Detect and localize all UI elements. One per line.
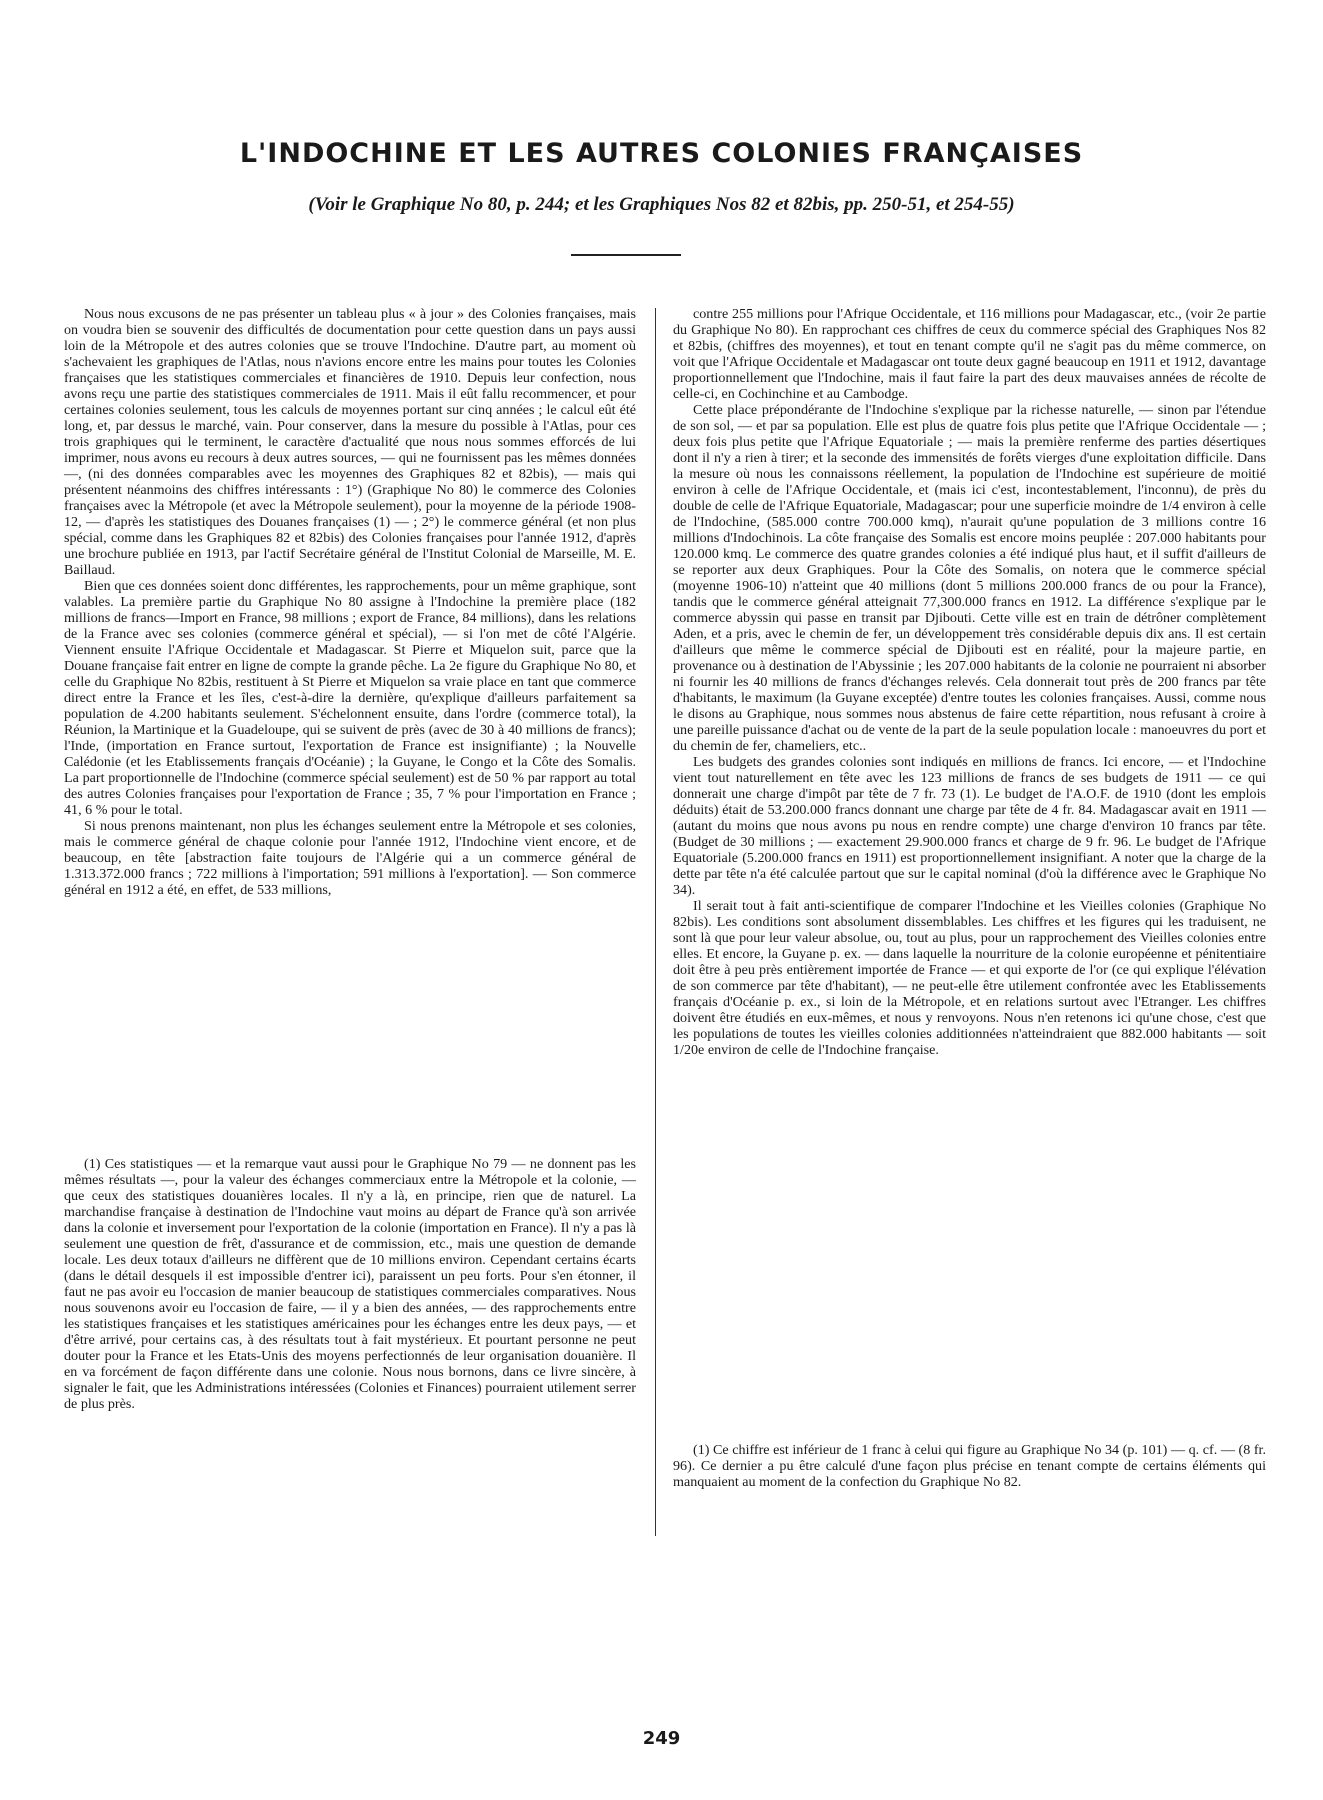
- page-title: L'INDOCHINE ET LES AUTRES COLONIES FRANÇAISES: [239, 138, 1084, 169]
- title-rule: [571, 254, 681, 256]
- paragraph: contre 255 millions pour l'Afrique Occidentale, et 116 millions pour Madagascar, etc., (voir 2e partie du Graphique No 80). En rapprochant ces chiffres de ceux du commerce spécial des Graphiques Nos 82 et 82bis, (chiffres des moyennes), et tout en tenant compte qu'il ne s'agit pas du même commerce, on voit que l'Afrique Occidentale et Madagascar ont toute deux gagné beaucoup en 1911 et 1912, davantage proportionnellement que l'Indochine, mais il faut faire la part des deux mauvaises années de récolte de celle-ci, en Cochinchine et au Cambodge.: [673, 306, 1266, 402]
- column-divider: [655, 308, 656, 1536]
- footnote-text: (1) Ce chiffre est inférieur de 1 franc à celui qui figure au Graphique No 34 (p. 101) — q. cf. — (8 fr. 96). Ce dernier a pu être calculé d'une façon plus précise en tenant compte de certains éléments qui manquaient au moment de la confection du Graphique No 82.: [673, 1442, 1266, 1490]
- left-footnote: [64, 1156, 636, 1412]
- paragraph: Cette place prépondérante de l'Indochine s'explique par la richesse naturelle, — sinon par l'étendue de son sol, — et par sa population. Elle est plus de quatre fois plus petite que l'Afrique Occidentale — ; deux fois plus petite que l'Afrique Equatoriale ; — mais la première renferme des parties désertiques dont il n'y a rien à tirer; et la seconde des immensités de forêts vierges d'une exploitation difficile. Dans la mesure où nous les connaissons réellement, la population de l'Indochine est supérieure de moitié environ à celle de l'Afrique Occidentale, et (mais ici c'est, incontestablement, l'inconnu), de près du double de celle de l'Afrique Equatoriale, Madagascar; pour une superficie moindre de 1/4 environ à celle de l'Indochine, (585.000 contre 700.000 kmq), n'aurait qu'une population de 3 millions contre 16 millions d'Indochinois. La côte française des Somalis est encore moins peuplée : 207.000 habitants pour 120.000 kmq. Le commerce des quatre grandes colonies a été indiqué plus haut, et il suffit d'ailleurs de se reporter aux deux Graphiques. Pour la Côte des Somalis, on notera que le commerce spécial (moyenne 1906-10) n'atteint que 40 millions (dont 5 millions 200.000 francs de ou pour la France), tandis que le commerce général atteignait 77,300.000 francs en 1912. La différence s'explique par le commerce abyssin qui passe en transit par Djibouti. Cette ville est en train de détrôner complètement Aden, et a pris, avec le chemin de fer, un développement très considérable depuis dix ans. Il est certain d'ailleurs que même le commerce spécial de Djibouti est en réalité, pour la majeure partie, en provenance ou à destination de l'Abyssinie ; les 207.000 habitants de la colonie ne pourraient ni absorber ni fournir les 40 millions de francs d'échanges relevés. Cela donnerait tout près de 200 francs par tête d'habitants, le maximum (la Guyane exceptée) d'entre toutes les colonies françaises. Aussi, comme nous le disons au Graphique, nous sommes nous abstenus de faire cette répartition, nous refusant à croire à une pareille puissance d'achat ou de vente de la part de la seule population locale : manoeuvres du port et du chemin de fer, chameliers, etc..: [673, 402, 1266, 754]
- paragraph: Les budgets des grandes colonies sont indiqués en millions de francs. Ici encore, — et l'Indochine vient tout naturellement en tête avec les 123 millions de francs de ses budgets de 1911 — ce qui donnerait une charge d'impôt par tête de 7 fr. 73 (1). Le budget de l'A.O.F. de 1910 (dont les emplois déduits) était de 53.200.000 francs donnant une charge par tête de 4 fr. 84. Madagascar avait en 1911 — (autant du moins que nous avons pu nous en rendre compte) une charge d'environ 10 francs par tête. (Budget de 30 millions ; — exactement 29.900.000 francs et charge de 9 fr. 96. Le budget de l'Afrique Equatoriale (5.200.000 francs en 1911) est proportionnellement insignifiant. A noter que la charge de la dette par tête n'a été calculée partout que sur le capital nominal (d'où la différence avec le Graphique No 34).: [673, 754, 1266, 898]
- paragraph: Bien que ces données soient donc différentes, les rapprochements, pour un même graphique, sont valables. La première partie du Graphique No 80 assigne à l'Indochine la première place (182 millions de francs—Import en France, 98 millions ; export de France, 84 millions), dans les relations de la France avec ses colonies (commerce général et spécial), — si l'on met de côté l'Algérie. Viennent ensuite l'Afrique Occidentale et Madagascar. St Pierre et Miquelon suit, parce que la Douane française fait entrer en ligne de compte la grande pêche. La 2e figure du Graphique No 80, et celle du Graphique No 82bis, restituent à St Pierre et Miquelon sa vraie place en tant que commerce direct entre la France et les îles, c'est-à-dire la dernière, qu'explique d'ailleurs parfaitement sa population de 4.200 habitants seulement. S'échelonnent ensuite, dans l'ordre (commerce total), la Réunion, la Martinique et la Guadeloupe, qui se suivent de près (avec de 30 à 40 millions de francs); l'Inde, (importation en France surtout, l'exportation de France est insignifiante) ; la Nouvelle Calédonie (et les Etablissements français d'Océanie) ; la Guyane, le Congo et la Côte des Somalis. La part proportionnelle de l'Indochine (commerce spécial seulement) est de 50 % par rapport au total des autres Colonies françaises pour l'exportation de France ; 35, 7 % pour l'importation en France ; 41, 6 % pour le total.: [64, 578, 636, 818]
- paragraph: Nous nous excusons de ne pas présenter un tableau plus « à jour » des Colonies françaises, mais on voudra bien se souvenir des difficultés de documentation pour cette question dans un pays aussi loin de la Métropole et des autres colonies que se trouve l'Indochine. D'autre part, au moment où s'achevaient les graphiques de l'Atlas, nous n'avions encore entre les mains pour toutes les Colonies françaises que les statistiques commerciales et financières de 1910. Depuis leur confection, nous avons reçu une partie des statistiques commerciales de 1911. Mais il eût fallu recommencer, et pour certaines colonies seulement, tous les calculs de moyennes portant sur cinq années ; le calcul eût été long, et, par dessus le marché, vain. Pour conserver, dans la mesure du possible à l'Atlas, pour ces trois graphiques qui le terminent, le caractère d'actualité que nous nous sommes efforcés de lui imprimer, nous avons eu recours à deux autres sources, — qui ne fournissent pas les mêmes données —, (ni des données comparables avec les moyennes des Graphiques 82 et 82bis), — mais qui présentent néanmoins des chiffres intéressants : 1°) (Graphique No 80) le commerce des Colonies françaises avec la Métropole (et avec la Métropole seulement), pour la moyenne de la période 1908-12, — d'après les statistiques des Douanes françaises (1) — ; 2°) le commerce général (et non plus spécial, comme dans les Graphiques 82 et 82bis) des Colonies françaises pour l'année 1912, d'après une brochure publiée en 1913, par l'actif Secrétaire général de l'Institut Colonial de Marseille, M. E. Baillaud.: [64, 306, 636, 578]
- right-footnote: [673, 1442, 1266, 1490]
- right-column: [673, 306, 1266, 1058]
- paragraph: Il serait tout à fait anti-scientifique de comparer l'Indochine et les Vieilles colonies (Graphique No 82bis). Les conditions sont absolument dissemblables. Les chiffres et les figures qui les traduisent, ne sont là que pour leur valeur absolue, ou, tout au plus, pour un rapprochement des Vieilles colonies entre elles. Et encore, la Guyane p. ex. — dans laquelle la nourriture de la colonie européenne et pénitentiaire doit être à peu près entièrement importée de France — et qui exporte de l'or (ce qui explique l'élévation de son commerce par tête d'habitant), — ne peut-elle être utilement confrontée avec les Etablissements français d'Océanie p. ex., si loin de la Métropole, et en relations surtout avec l'Etranger. Les chiffres doivent être étudiés en eux-mêmes, et nous y renvoyons. Nous n'en retenons ici qu'une chose, c'est que les populations de toutes les vieilles colonies additionnées n'atteindraient que 882.000 habitants — soit 1/20e environ de celle de l'Indochine française.: [673, 898, 1266, 1058]
- footnote-text: (1) Ces statistiques — et la remarque vaut aussi pour le Graphique No 79 — ne donnent pas les mêmes résultats —, pour la valeur des échanges commerciaux entre la Métropole et la colonie, — que ceux des statistiques douanières locales. Il n'y a là, en principe, rien que de naturel. La marchandise française à destination de l'Indochine vaut moins au départ de France qu'à son arrivée dans la colonie et inversement pour l'exportation de la colonie (importation en France). Il n'y a pas là seulement une question de frêt, d'assurance et de commission, etc., mais une question de demande locale. Les deux totaux d'ailleurs ne diffèrent que de 10 millions environ. Cependant certains écarts (dans le détail desquels il est impossible d'entrer ici), paraissent un peu forts. Pour s'en étonner, il faut ne pas avoir eu l'occasion de manier beaucoup de statistiques commerciales comparatives. Nous nous souvenons avoir eu l'occasion de faire, — il y a bien des années, — des rapprochements entre les statistiques françaises et les statistiques américaines pour les échanges entre les deux pays, — et d'être arrivé, pour certains cas, à des résultats tout à fait mystérieux. Et pourtant personne ne peut douter pour la France et les Etats-Unis des moyens perfectionnés de leur organisation douanière. Il en va forcément de façon différente dans une colonie. Nous nous bornons, dans ce livre sincère, à signaler le fait, que les Administrations intéressées (Colonies et Finances) pourraient utilement serrer de plus près.: [64, 1156, 636, 1412]
- page-subtitle: (Voir le Graphique No 80, p. 244; et les Graphiques Nos 82 et 82bis, pp. 250-51, et 254-55): [308, 194, 1015, 215]
- page-number: 249: [642, 1728, 681, 1749]
- left-column: [64, 306, 636, 898]
- paragraph: Si nous prenons maintenant, non plus les échanges seulement entre la Métropole et ses colonies, mais le commerce général de chaque colonie pour l'année 1912, l'Indochine vient encore, et de beaucoup, en tête [abstraction faite toujours de l'Algérie qui a un commerce général de 1.313.372.000 francs ; 722 millions à l'importation; 591 millions à l'exportation]. — Son commerce général en 1912 a été, en effet, de 533 millions,: [64, 818, 636, 898]
